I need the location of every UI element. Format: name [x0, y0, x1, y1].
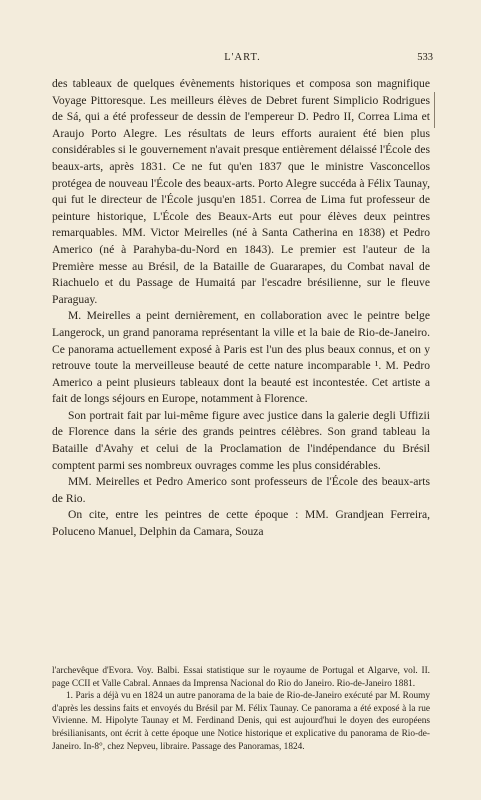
paragraph-3: Son portrait fait par lui-même figure avec justice dans la galerie degli Uffizii de Florence dans la série des grands peintres célèbres. Son grand tableau la Bataille d'Avahy et celui de la Proclamation de l'indépendance du Brésil comptent parmi ses nombreux ouvrages comme les plus considérables.	[52, 408, 430, 472]
margin-mark	[434, 92, 435, 128]
paragraph-1: des tableaux de quelques évènements historiques et composa son magnifique Voyage Pittoresque. Les meilleurs élèves de Debret furent Simplicio Rodrigues de Sá, qui a été professeur de dessin de l'empereur D. Pedro II, Correa Lima et Araujo Porto Alegre. Les résultats de leurs efforts auraient été bien plus considérables si le gouvernement n'avait presque entièrement délaissé l'École des beaux-arts, après 1831. Ce ne fut qu'en 1837 que le ministre Vasconcellos protégea de nouveau l'École des beaux-arts. Porto Alegre succéda à Félix Taunay, qui fut le directeur de l'École jusqu'en 1851. Correa de Lima fut professeur de peinture historique, L'École des Beaux-Arts eut pour élèves deux peintres remarquables. MM. Victor Meirelles (né à Santa Catherina en 1838) et Pedro Americo (né à Parahyba-du-Nord en 1843). Le premier est l'auteur de la Première messe au Brésil, de la Bataille de Guararapes, du Combat naval de Riachuelo et du Passage de Humaitá par l'escadre brésilienne, sur le fleuve Paraguay.	[52, 77, 430, 306]
running-title: L'ART.	[224, 52, 261, 63]
footnote-continuation: l'archevêque d'Evora. Voy. Balbi. Essai statistique sur le royaume de Portugal et Algarve, vol. II. page CCII et Valle Cabral. Annaes da Imprensa Nacional do Rio do Janeiro. Rio-de-Janeiro 1881.	[52, 666, 430, 689]
paragraph-2: M. Meirelles a peint dernièrement, en collaboration avec le peintre belge Langerock, un grand panorama représentant la ville et la baie de Rio-de-Janeiro. Ce panorama actuellement exposé à Paris est l'un des plus beaux connus, et on y retrouve toute la merveilleuse beauté de cette nature incomparable ¹. M. Pedro Americo a peint plusieurs tableaux dont la beauté est incontestée. Cet artiste a fait de longs séjours en Europe, notamment à Florence.	[52, 309, 430, 406]
footnotes	[52, 665, 430, 753]
footnote-1: 1. Paris a déjà vu en 1824 un autre panorama de la baie de Rio-de-Janeiro exécuté par M. Roumy d'après les dessins faits et envoyés du Brésil par M. Félix Taunay. Ce panorama a été exposé à la rue Vivienne. M. Hipolyte Taunay et M. Ferdinand Denis, qui est aujourd'hui le doyen des européens brésilianisants, ont écrit à cette époque une Notice historique et explicative du panorama de Rio-de-Janeiro. In-8°, chez Nepveu, libraire. Passage des Panoramas, 1824.	[52, 691, 430, 752]
paragraph-4: MM. Meirelles et Pedro Americo sont professeurs de l'École des beaux-arts de Rio.	[52, 475, 430, 505]
main-text	[52, 76, 430, 541]
paragraph-5: On cite, entre les peintres de cette époque : MM. Grandjean Ferreira, Poluceno Manuel, Delphin da Camara, Souza	[52, 508, 430, 539]
page-number: 533	[417, 52, 433, 63]
running-header	[52, 52, 433, 66]
